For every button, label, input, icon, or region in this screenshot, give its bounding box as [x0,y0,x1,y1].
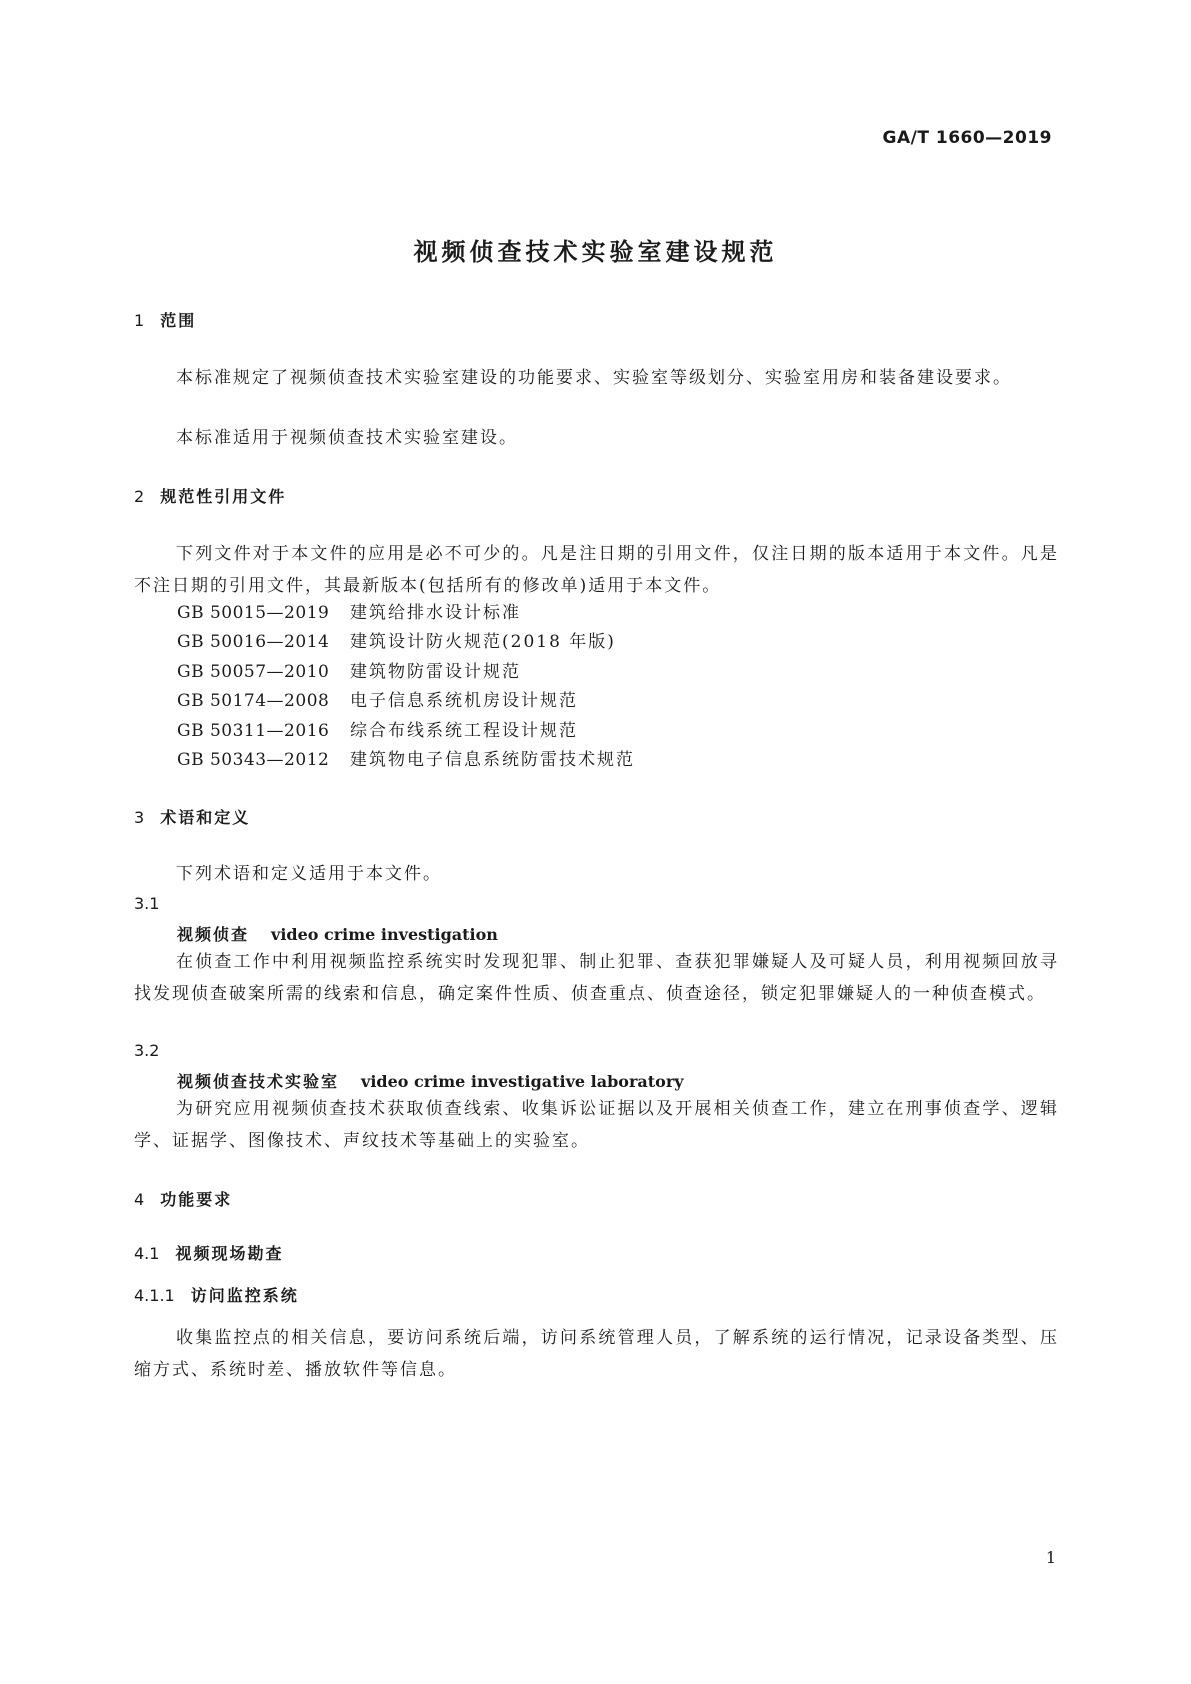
section-title: 功能要求 [160,1190,233,1209]
reference-code: GB 50015—2019 [177,603,330,623]
term-definition: 在侦查工作中利用视频监控系统实时发现犯罪、制止犯罪、查获犯罪嫌疑人及可疑人员，利用视频回放寻找发现侦查破案所需的线索和信息，确定案件性质、侦查重点、侦查途径，锁定犯罪嫌疑人的一种侦查模式。 [134,952,1059,1004]
section-title: 范围 [160,311,197,330]
standard-code: GA/T 1660—2019 [882,128,1052,148]
paragraph: 下列文件对于本文件的应用是必不可少的。凡是注日期的引用文件，仅注日期的版本适用于本文件。凡是不注日期的引用文件，其最新版本(包括所有的修改单)适用于本文件。 [134,544,1059,596]
reference-item [177,598,521,623]
reference-title: 建筑物防雷设计规范 [350,662,521,682]
section-title: 术语和定义 [160,808,251,827]
section-number: 4 [134,1190,145,1209]
section-title: 规范性引用文件 [160,487,287,506]
section-heading [134,484,286,507]
term-number: 3.2 [134,1041,160,1060]
term-en: video crime investigative laboratory [361,1072,684,1091]
reference-title: 建筑给排水设计标准 [350,603,521,623]
subsection-title: 视频现场勘查 [175,1244,284,1263]
section-number: 1 [134,311,145,330]
reference-item [177,657,521,682]
section-number: 2 [134,487,145,506]
reference-code: GB 50311—2016 [177,721,330,741]
reference-title: 建筑物电子信息系统防雷技术规范 [350,750,635,770]
subsection-title: 访问监控系统 [190,1286,299,1305]
paragraph: 本标准规定了视频侦查技术实验室建设的功能要求、实验室等级划分、实验室用房和装备建设要求。 [176,368,1012,388]
reference-code: GB 50174—2008 [177,691,330,711]
page-number: 1 [1045,1548,1056,1567]
reference-item [177,627,616,652]
term-heading [177,922,498,945]
section-number: 3 [134,808,145,827]
reference-title: 电子信息系统机房设计规范 [350,691,578,711]
term-en: video crime investigation [271,925,498,944]
subsection-heading [134,1283,299,1306]
reference-title: 建筑设计防火规范(2018 年版) [350,632,616,652]
subsection-heading [134,1241,283,1264]
reference-item [177,745,635,770]
term-number: 3.1 [134,894,160,913]
term-heading [177,1069,684,1092]
reference-code: GB 50016—2014 [177,632,330,652]
document-title: 视频侦查技术实验室建设规范 [413,238,778,266]
reference-item [177,716,578,741]
reference-code: GB 50057—2010 [177,662,330,682]
reference-item [177,686,578,711]
paragraph: 收集监控点的相关信息，要访问系统后端，访问系统管理人员，了解系统的运行情况，记录设备类型、压缩方式、系统时差、播放软件等信息。 [134,1328,1059,1380]
subsection-number: 4.1.1 [134,1286,175,1305]
paragraph: 下列术语和定义适用于本文件。 [176,864,442,884]
subsection-number: 4.1 [134,1244,160,1263]
term-zh: 视频侦查 [177,925,250,944]
term-definition: 为研究应用视频侦查技术获取侦查线索、收集诉讼证据以及开展相关侦查工作，建立在刑事侦查学、逻辑学、证据学、图像技术、声纹技术等基础上的实验室。 [134,1099,1059,1151]
paragraph: 本标准适用于视频侦查技术实验室建设。 [176,428,518,448]
term-zh: 视频侦查技术实验室 [177,1072,340,1091]
reference-title: 综合布线系统工程设计规范 [350,721,578,741]
section-heading [134,805,250,828]
reference-code: GB 50343—2012 [177,750,330,770]
section-heading [134,1187,232,1210]
section-heading [134,308,196,331]
